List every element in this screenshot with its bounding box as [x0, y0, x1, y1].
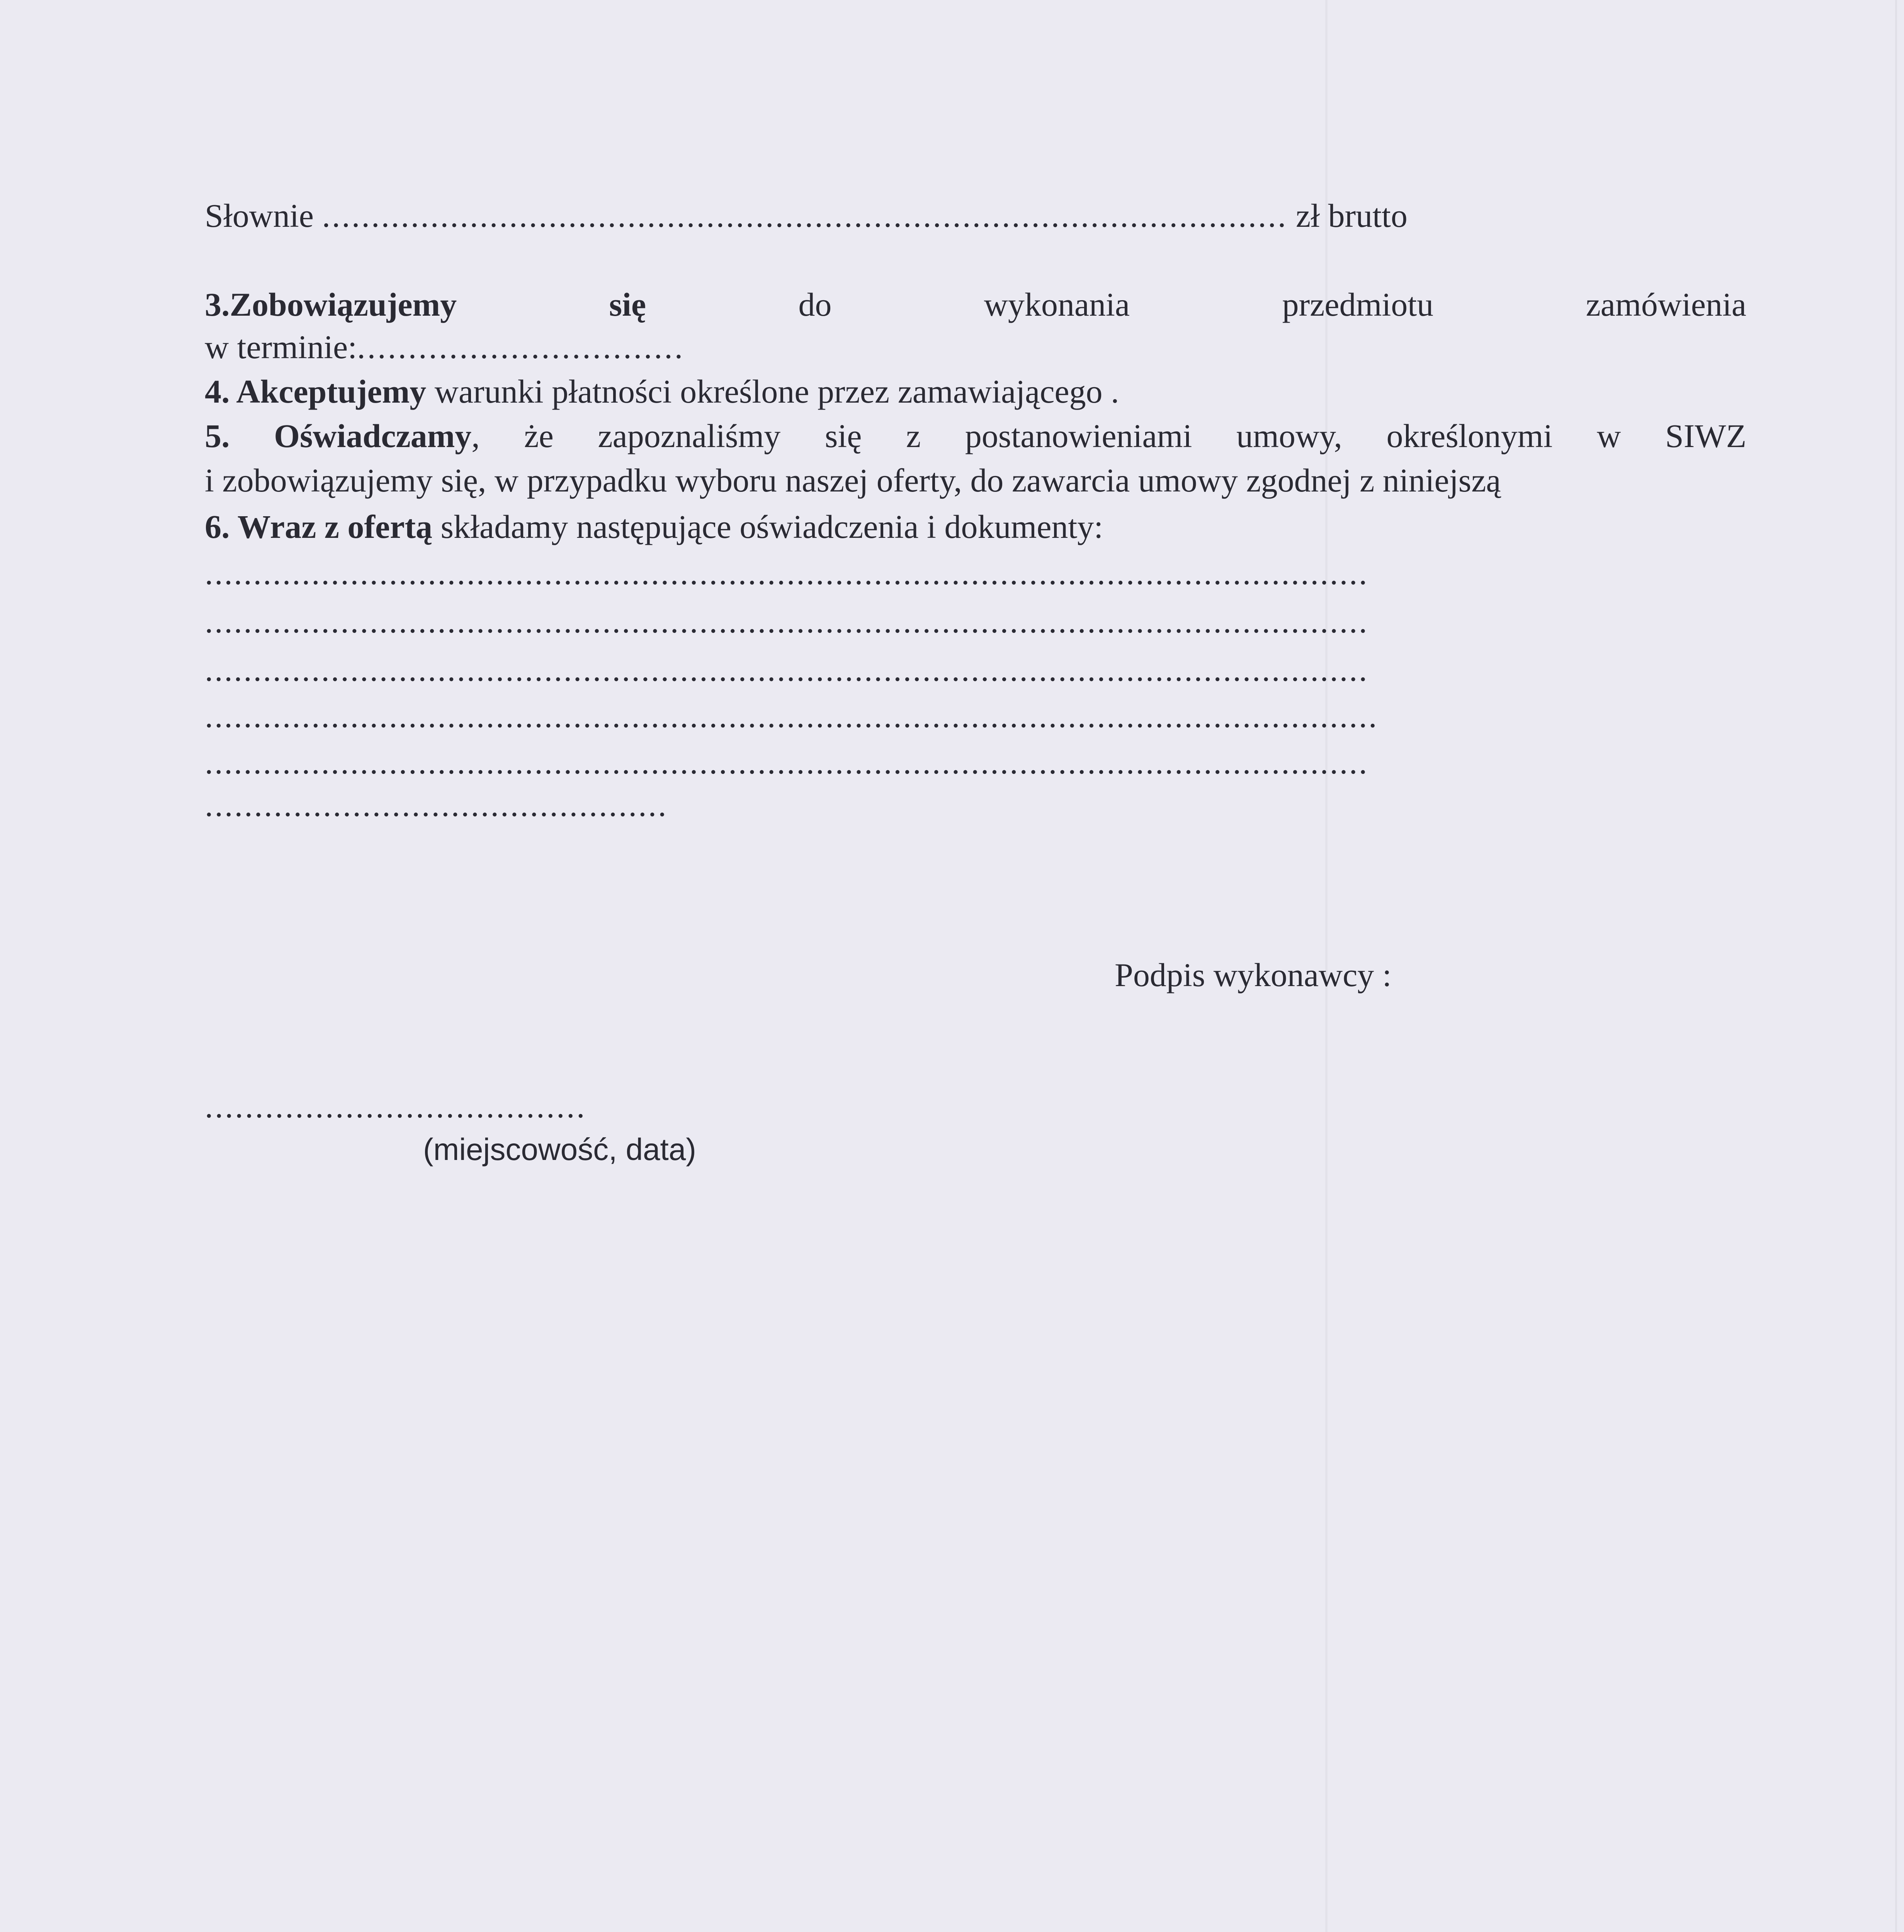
item4-bold: 4. Akceptujemy [205, 373, 427, 410]
dotted-line-1: ........................................................................................................................ [205, 554, 1368, 592]
dotted-line-5: ........................................................................................................................ [205, 744, 1368, 781]
item3-line1 [205, 288, 1746, 321]
item6-text: składamy następujące oświadczenia i dokumenty: [432, 508, 1103, 545]
item3-bold-lead: 3.Zobowiązujemy [205, 286, 457, 323]
item3-termin-dots: ................................ [357, 328, 685, 366]
place-date-label: (miejscowość, data) [423, 1132, 696, 1167]
item3-word-4: przedmiotu [1282, 286, 1434, 323]
item5-line2-text: i zobowiązujemy się, w przypadku wyboru naszej oferty, do zawarcia umowy zgodnej z niniejszą [205, 462, 1501, 499]
slownie-dots: .................................................................................................. [322, 197, 1288, 234]
paper-fold-right [1895, 0, 1897, 1932]
item3-word-2: do [798, 286, 832, 323]
item6-line [205, 510, 1103, 543]
item4-line [205, 375, 1119, 408]
item5-bold: 5. Oświadczamy [205, 417, 472, 454]
item3-termin-label: w terminie: [205, 328, 357, 366]
place-date-dots: ...................................... [205, 1088, 586, 1125]
item5-line1 [205, 419, 1746, 452]
slownie-suffix: zł brutto [1295, 197, 1408, 234]
item5-line2 [205, 464, 1501, 497]
slownie-line [205, 199, 1408, 232]
item3-word-3: wykonania [984, 286, 1130, 323]
item3-word-5: zamówienia [1586, 286, 1746, 323]
dotted-line-2: ........................................................................................................................ [205, 603, 1368, 640]
item3-word-1: się [609, 286, 646, 323]
dotted-line-6: ............................................... [205, 786, 668, 823]
item3-line2 [205, 330, 685, 364]
signature-label: Podpis wykonawcy : [1115, 956, 1392, 993]
dotted-line-4: ......................................................................................................................... [205, 697, 1379, 735]
slownie-label: Słownie [205, 197, 314, 234]
item5-text: , że zapoznaliśmy się z postanowieniami umowy, określonymi w SIWZ [471, 417, 1746, 454]
item6-bold: 6. Wraz z ofertą [205, 508, 433, 545]
item4-text: warunki płatności określone przez zamawiającego . [426, 373, 1119, 410]
dotted-line-3: ........................................................................................................................ [205, 651, 1368, 688]
